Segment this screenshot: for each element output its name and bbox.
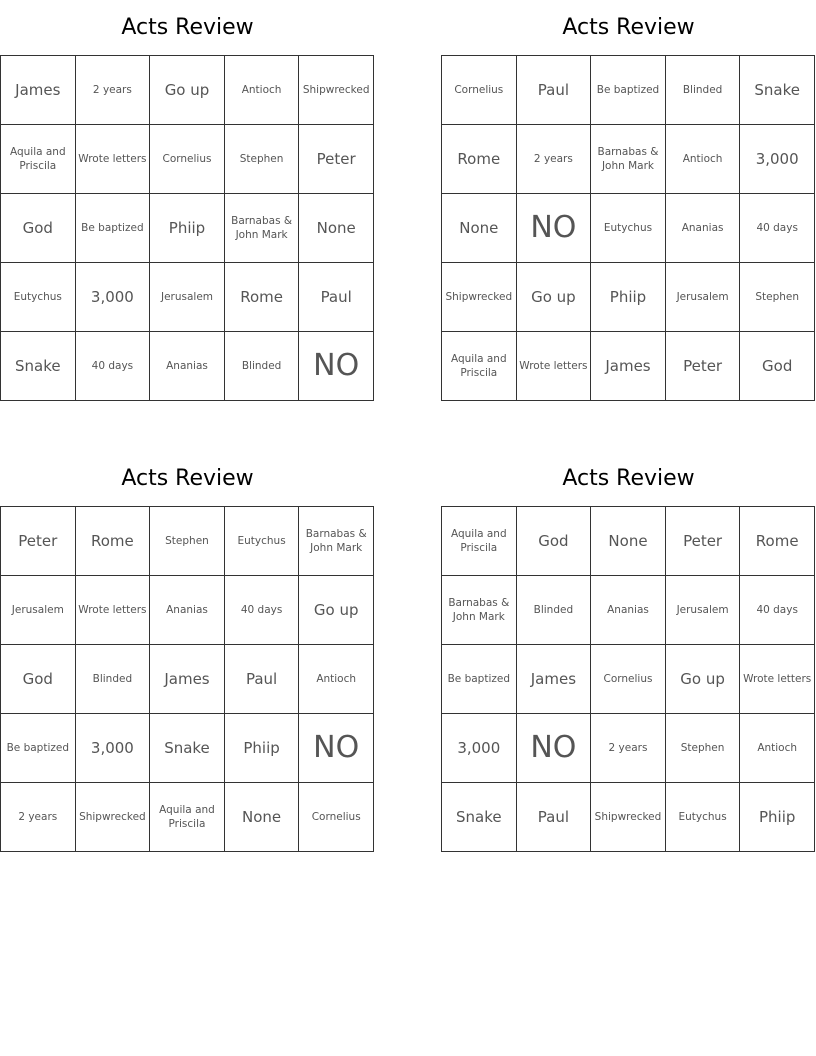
bingo-cell: Cornelius <box>442 56 517 125</box>
bingo-cell: 3,000 <box>442 714 517 783</box>
bingo-cell: None <box>299 194 374 263</box>
bingo-cell: Barnabas & John Mark <box>225 194 300 263</box>
bingo-cell: Go up <box>517 263 592 332</box>
bingo-cell: 2 years <box>591 714 666 783</box>
card-title: Acts Review <box>562 15 695 40</box>
bingo-cell: NO <box>299 714 374 783</box>
bingo-cell: Antioch <box>666 125 741 194</box>
bingo-cell: 3,000 <box>740 125 815 194</box>
bingo-cell: Antioch <box>740 714 815 783</box>
bingo-cell: Shipwrecked <box>591 783 666 852</box>
bingo-card-4 <box>441 451 816 852</box>
bingo-cell: Rome <box>442 125 517 194</box>
bingo-cell: 2 years <box>1 783 76 852</box>
bingo-cell: Phiip <box>225 714 300 783</box>
bingo-cell: Snake <box>740 56 815 125</box>
bingo-cell: 2 years <box>517 125 592 194</box>
bingo-cell: 3,000 <box>76 263 151 332</box>
bingo-cell: Wrote letters <box>517 332 592 401</box>
bingo-cell: None <box>225 783 300 852</box>
bingo-cell: Be baptized <box>442 645 517 714</box>
bingo-cell: Be baptized <box>76 194 151 263</box>
bingo-cell: Paul <box>299 263 374 332</box>
bingo-cell: James <box>150 645 225 714</box>
bingo-cell: Snake <box>150 714 225 783</box>
bingo-cell: NO <box>299 332 374 401</box>
bingo-cell: 40 days <box>76 332 151 401</box>
bingo-cell: Shipwrecked <box>76 783 151 852</box>
bingo-cell: Go up <box>150 56 225 125</box>
bingo-cell: Barnabas & John Mark <box>591 125 666 194</box>
bingo-cell: Antioch <box>299 645 374 714</box>
bingo-grid <box>0 55 374 401</box>
bingo-cell: James <box>591 332 666 401</box>
bingo-cell: Shipwrecked <box>442 263 517 332</box>
bingo-cell: Phiip <box>150 194 225 263</box>
bingo-cell: Be baptized <box>1 714 76 783</box>
bingo-cell: James <box>1 56 76 125</box>
bingo-cell: Rome <box>740 507 815 576</box>
bingo-cell: Eutychus <box>666 783 741 852</box>
bingo-cell: Paul <box>517 56 592 125</box>
bingo-cell: Cornelius <box>150 125 225 194</box>
bingo-cell: 2 years <box>76 56 151 125</box>
bingo-cell: Wrote letters <box>740 645 815 714</box>
bingo-cell: Blinded <box>225 332 300 401</box>
bingo-cell: None <box>442 194 517 263</box>
bingo-cell: Aquila and Priscila <box>442 332 517 401</box>
bingo-cell: Aquila and Priscila <box>150 783 225 852</box>
bingo-cell: Antioch <box>225 56 300 125</box>
bingo-cell: Ananias <box>591 576 666 645</box>
bingo-cell: Wrote letters <box>76 576 151 645</box>
bingo-cell: God <box>1 194 76 263</box>
bingo-cell: Stephen <box>150 507 225 576</box>
bingo-cell: Blinded <box>517 576 592 645</box>
bingo-cell: Peter <box>1 507 76 576</box>
bingo-cell: Cornelius <box>299 783 374 852</box>
bingo-cell: Wrote letters <box>76 125 151 194</box>
bingo-cell: Aquila and Priscila <box>442 507 517 576</box>
bingo-cell: NO <box>517 714 592 783</box>
bingo-cell: Stephen <box>740 263 815 332</box>
bingo-cell: Go up <box>666 645 741 714</box>
bingo-cell: Jerusalem <box>150 263 225 332</box>
bingo-cell: Blinded <box>666 56 741 125</box>
bingo-cell: 40 days <box>740 576 815 645</box>
bingo-cell: God <box>740 332 815 401</box>
bingo-cell: Aquila and Priscila <box>1 125 76 194</box>
bingo-cell: Jerusalem <box>666 576 741 645</box>
bingo-cell: Ananias <box>666 194 741 263</box>
bingo-cell: 3,000 <box>76 714 151 783</box>
bingo-card-2 <box>441 0 816 401</box>
card-title: Acts Review <box>121 15 254 40</box>
bingo-cell: None <box>591 507 666 576</box>
bingo-cell: Blinded <box>76 645 151 714</box>
card-title: Acts Review <box>562 466 695 491</box>
bingo-cell: James <box>517 645 592 714</box>
bingo-cell: Ananias <box>150 576 225 645</box>
bingo-cell: Be baptized <box>591 56 666 125</box>
bingo-cell: 40 days <box>740 194 815 263</box>
bingo-cell: Stephen <box>225 125 300 194</box>
bingo-cell: Shipwrecked <box>299 56 374 125</box>
bingo-cell: Snake <box>442 783 517 852</box>
bingo-cell: Ananias <box>150 332 225 401</box>
bingo-cell: Peter <box>666 332 741 401</box>
bingo-grid <box>441 506 815 852</box>
bingo-cell: God <box>517 507 592 576</box>
card-title: Acts Review <box>121 466 254 491</box>
bingo-cell: Eutychus <box>591 194 666 263</box>
bingo-cell: NO <box>517 194 592 263</box>
bingo-cell: Phiip <box>740 783 815 852</box>
bingo-cell: Eutychus <box>225 507 300 576</box>
bingo-cell: Go up <box>299 576 374 645</box>
bingo-cell: 40 days <box>225 576 300 645</box>
bingo-cell: Jerusalem <box>666 263 741 332</box>
bingo-cell: Jerusalem <box>1 576 76 645</box>
bingo-cell: Cornelius <box>591 645 666 714</box>
bingo-cell: Barnabas & John Mark <box>442 576 517 645</box>
bingo-cell: Paul <box>517 783 592 852</box>
bingo-cell: Rome <box>76 507 151 576</box>
bingo-cell: Rome <box>225 263 300 332</box>
bingo-cell: God <box>1 645 76 714</box>
bingo-grid <box>0 506 374 852</box>
bingo-grid <box>441 55 815 401</box>
bingo-cell: Peter <box>666 507 741 576</box>
bingo-cell: Stephen <box>666 714 741 783</box>
bingo-cell: Paul <box>225 645 300 714</box>
bingo-card-3 <box>0 451 375 852</box>
bingo-cell: Eutychus <box>1 263 76 332</box>
bingo-cell: Phiip <box>591 263 666 332</box>
bingo-cell: Barnabas & John Mark <box>299 507 374 576</box>
bingo-card-1 <box>0 0 375 401</box>
bingo-cell: Snake <box>1 332 76 401</box>
bingo-cell: Peter <box>299 125 374 194</box>
